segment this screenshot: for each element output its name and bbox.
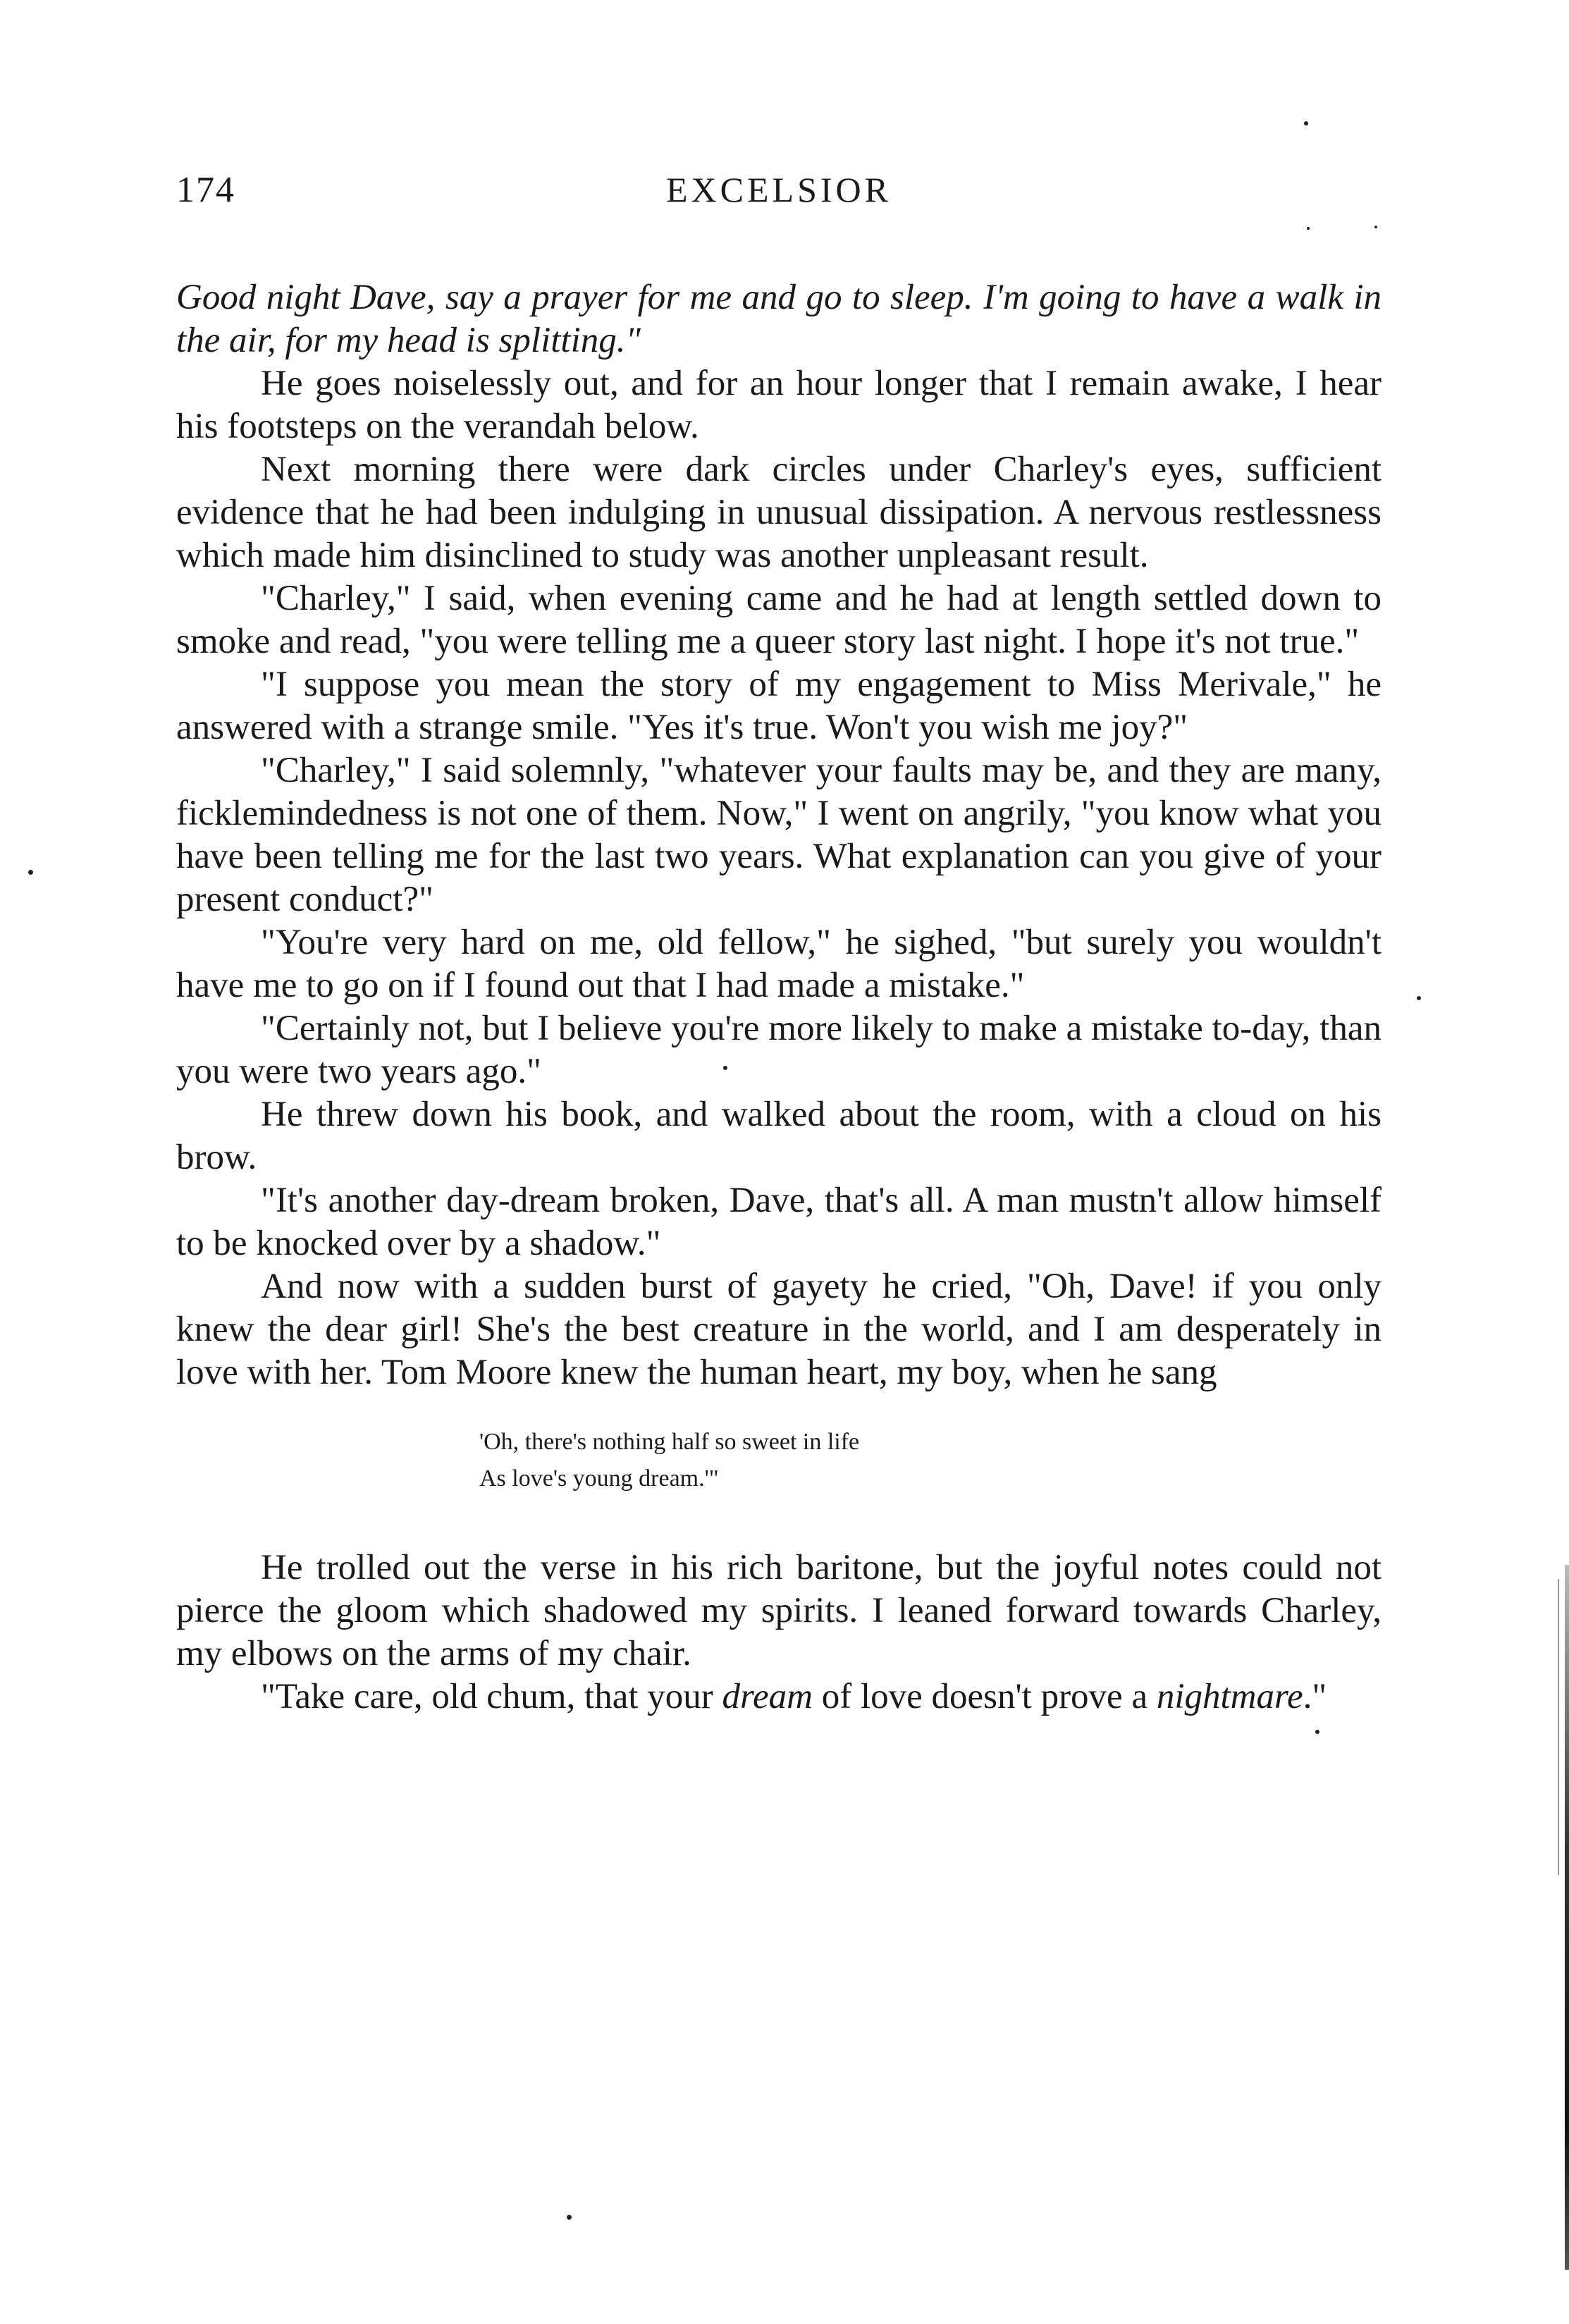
paragraph: "Charley," I said, when evening came and he had at length settled down to smoke and read, "you were telling me a queer story last night. I hope it's not true." bbox=[176, 579, 1382, 661]
paragraph: "Certainly not, but I believe you're more likely to make a mistake to-day, than you were two years ago." bbox=[176, 1009, 1382, 1091]
running-title: EXCELSIOR bbox=[666, 170, 892, 209]
page-number: 174 bbox=[176, 170, 235, 210]
verse-line: As love's young dream.'" bbox=[479, 1465, 719, 1492]
scan-speck bbox=[28, 870, 33, 875]
paragraph: Next morning there were dark circles under Charley's eyes, sufficient evidence that he had been indulging in unusual dissipation. A nervous restlessness which made him disinclined to study was another unpleasant result. bbox=[176, 450, 1382, 575]
italic-opening: Good night Dave, say a prayer for me and go to sleep. I'm going to have a walk in the air, for my head is splitting." bbox=[176, 278, 1382, 360]
scan-speck bbox=[1374, 226, 1377, 228]
page-edge-shadow bbox=[1565, 1565, 1569, 2270]
verse-quotation bbox=[176, 1424, 1382, 1497]
paragraph: He threw down his book, and walked about the room, with a cloud on his brow. bbox=[176, 1095, 1382, 1177]
paragraph: "Charley," I said solemnly, "whatever your faults may be, and they are many, ficklemindedness is not one of them. Now," I went on angrily, "you know what you have been telling me for the last two years. What explanation can you give of your present conduct?" bbox=[176, 751, 1382, 919]
paragraph: He trolled out the verse in his rich baritone, but the joyful notes could not pierce the gloom which shadowed my spirits. I leaned forward towards Charley, my elbows on the arms of my chair. bbox=[176, 1548, 1382, 1673]
paragraph: "It's another day-dream broken, Dave, that's all. A man mustn't allow himself to be knocked over by a shadow." bbox=[176, 1181, 1382, 1263]
body-text bbox=[176, 276, 1382, 1719]
scan-speck bbox=[1417, 996, 1421, 1000]
scan-speck bbox=[1315, 1730, 1319, 1734]
text-run: of love doesn't prove a bbox=[812, 1677, 1157, 1716]
text-run: ." bbox=[1303, 1677, 1327, 1716]
scan-speck bbox=[1304, 121, 1308, 125]
paragraph: "You're very hard on me, old fellow," he sighed, "but surely you wouldn't have me to go on if I found out that I had made a mistake." bbox=[176, 923, 1382, 1005]
verse-line: 'Oh, there's nothing half so sweet in life bbox=[479, 1429, 860, 1455]
paragraph: And now with a sudden burst of gayety he cried, "Oh, Dave! if you only knew the dear girl! She's the best creature in the world, and I am desperately in love with her. Tom Moore knew the human heart, my boy, when he sang bbox=[176, 1267, 1382, 1392]
paragraph: "I suppose you mean the story of my engagement to Miss Merivale," he answered with a strange smile. "Yes it's true. Won't you wish me joy?" bbox=[176, 665, 1382, 747]
scan-speck bbox=[723, 1066, 727, 1070]
paragraph: He goes noiselessly out, and for an hour longer that I remain awake, I hear his footsteps on the verandah below. bbox=[176, 364, 1382, 446]
paragraph bbox=[176, 276, 1382, 362]
text-run: "Take care, old chum, that your bbox=[261, 1677, 722, 1716]
running-head bbox=[176, 169, 1382, 226]
paragraph bbox=[176, 1676, 1382, 1719]
italic-word-dream: dream bbox=[722, 1677, 813, 1716]
italic-word-nightmare: nightmare bbox=[1156, 1677, 1303, 1716]
scan-speck bbox=[567, 2215, 572, 2220]
scan-speck bbox=[1307, 227, 1310, 230]
page-edge-line bbox=[1558, 1579, 1559, 1875]
